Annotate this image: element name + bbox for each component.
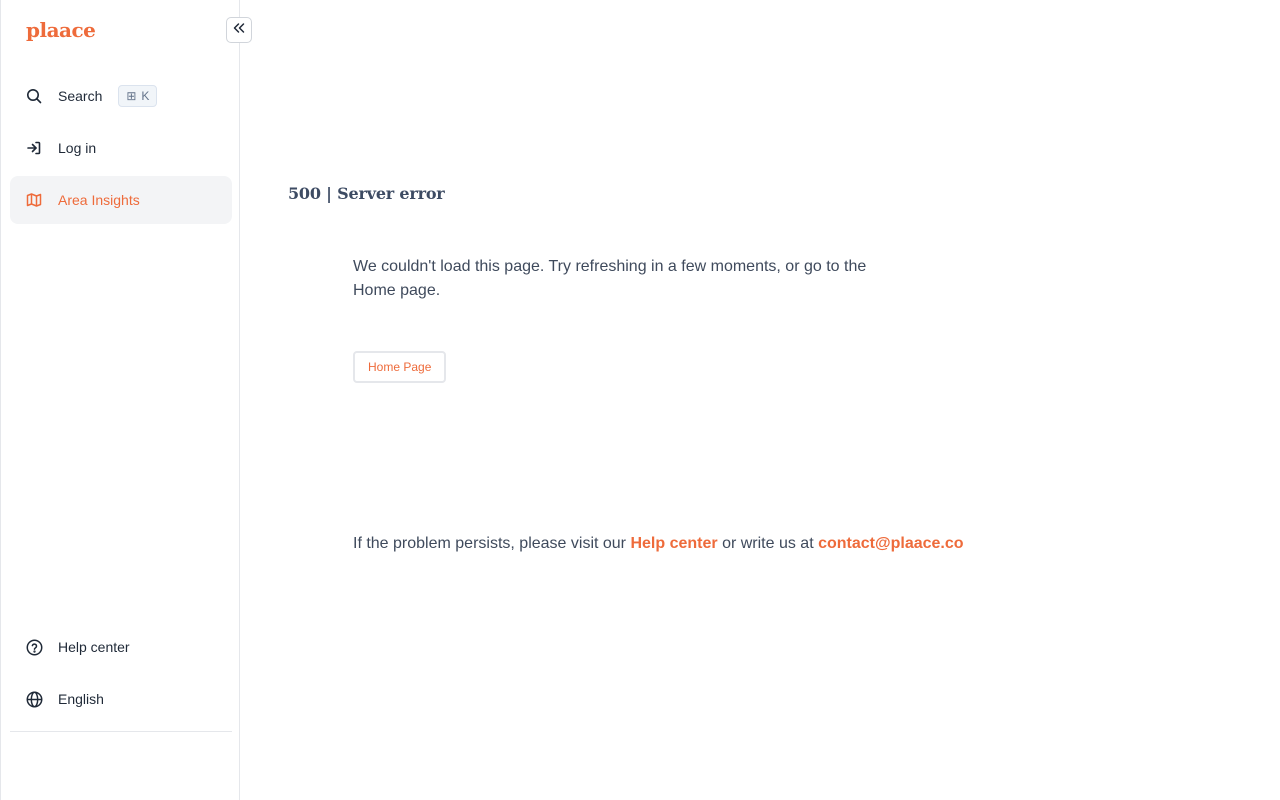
shortcut-key: K xyxy=(141,89,150,103)
sidebar-item-area-insights[interactable] xyxy=(10,176,232,224)
sidebar-item-log-in[interactable] xyxy=(10,124,232,172)
chevrons-left-icon xyxy=(232,21,246,40)
help-center-link[interactable]: Help center xyxy=(630,535,718,552)
globe-icon xyxy=(25,690,43,708)
main-content xyxy=(240,0,1280,800)
support-message xyxy=(353,535,964,553)
language-selector[interactable] xyxy=(10,675,232,723)
error-message: We couldn't load this page. Try refreshing in a few moments, or go to the Home page. xyxy=(353,258,867,299)
home-page-button[interactable]: Home Page xyxy=(353,351,446,383)
error-title: 500 | Server error xyxy=(288,184,445,203)
contact-email-link[interactable]: contact@plaace.co xyxy=(818,535,964,552)
sidebar-item-help-center[interactable] xyxy=(10,623,232,671)
support-text-middle: or write us at xyxy=(722,535,814,552)
search-icon xyxy=(25,87,43,105)
sidebar-item-label: Area Insights xyxy=(58,192,140,208)
command-key-icon: ⊞ xyxy=(126,89,137,103)
search-shortcut xyxy=(118,85,157,107)
sidebar xyxy=(0,0,240,800)
sidebar-divider xyxy=(10,731,232,732)
search-label: Search xyxy=(58,88,103,104)
sidebar-item-label: Help center xyxy=(58,639,130,655)
collapse-sidebar-button[interactable] xyxy=(226,17,252,43)
plaace-logo[interactable]: plaace xyxy=(26,18,96,42)
map-icon xyxy=(25,191,43,209)
login-icon xyxy=(25,139,43,157)
search-button[interactable] xyxy=(10,72,232,120)
support-text-prefix: If the problem persists, please visit our xyxy=(353,535,627,552)
sidebar-item-label: Log in xyxy=(58,140,97,156)
help-circle-icon xyxy=(25,638,43,656)
language-label: English xyxy=(58,691,104,707)
